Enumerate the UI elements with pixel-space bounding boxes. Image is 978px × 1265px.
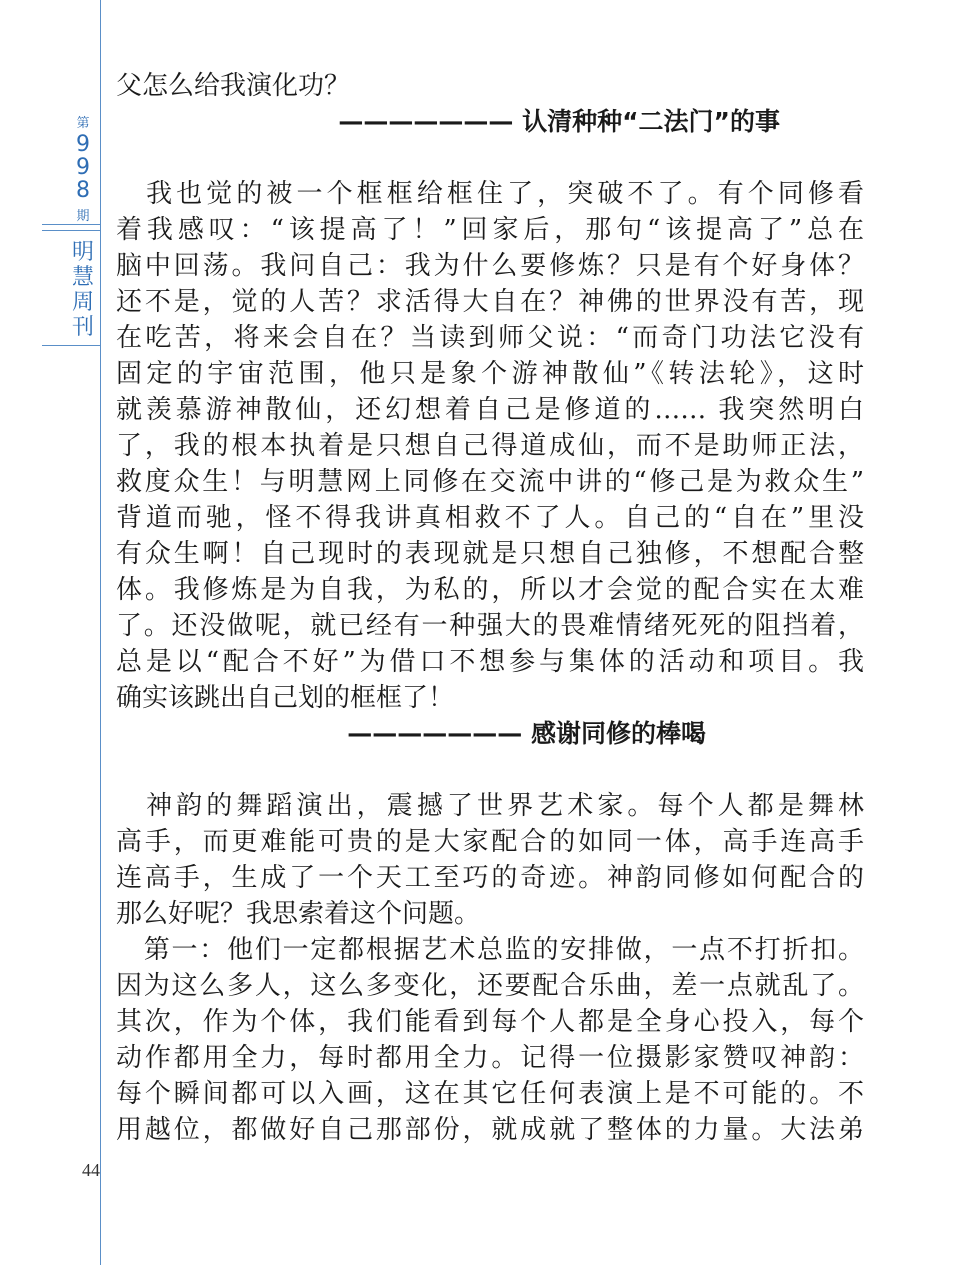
text-line: 脑中回荡。我问自己：我为什么要修炼？只是有个好身体？ bbox=[116, 251, 864, 281]
text-line: 神韵的舞蹈演出，震撼了世界艺术家。每个人都是舞林 bbox=[116, 791, 864, 821]
blank-line bbox=[116, 140, 864, 176]
text-line: 了，我的根本执着是只想自己得道成仙，而不是助师正法， bbox=[116, 431, 864, 461]
text-line: 还不是，觉的人苦？求活得大自在？神佛的世界没有苦，现 bbox=[116, 287, 864, 317]
paragraph bbox=[116, 176, 864, 716]
text-line: 父怎么给我演化功？ bbox=[116, 71, 351, 101]
issue-suffix: 期 bbox=[76, 209, 90, 224]
issue-prefix: 第 bbox=[76, 116, 90, 131]
text-line: 有众生啊！自己现时的表现就是只想自己独修，不想配合整 bbox=[116, 539, 864, 569]
text-line: 其次，作为个体，我们能看到每个人都是全身心投入，每个 bbox=[116, 1007, 864, 1037]
issue-digit: 9 bbox=[76, 132, 90, 157]
section-heading: ——————— 感谢同修的棒喝 bbox=[347, 719, 706, 748]
text-line: 确实该跳出自己划的框框了！ bbox=[116, 683, 455, 713]
margin-rule bbox=[100, 0, 101, 1265]
text-line: 着我感叹：“该提高了！”回家后，那句“该提高了”总在 bbox=[116, 215, 864, 245]
issue-digit: 8 bbox=[76, 178, 90, 203]
magazine-name bbox=[68, 240, 98, 340]
page-number: 44 bbox=[82, 1160, 100, 1180]
magazine-name-char: 刊 bbox=[71, 315, 94, 340]
text-line: 那么好呢？我思索着这个问题。 bbox=[116, 899, 481, 929]
text-line: 因为这么多人，这么多变化，还要配合乐曲，差一点就乱了。 bbox=[116, 971, 864, 1001]
text-line: 连高手，生成了一个天工至巧的奇迹。神韵同修如何配合的 bbox=[116, 863, 864, 893]
text-line: 我也觉的被一个框框给框住了，突破不了。有个同修看 bbox=[116, 179, 864, 209]
blank-line bbox=[116, 752, 864, 788]
magazine-name-char: 明 bbox=[71, 240, 94, 265]
text-line: 第一：他们一定都根据艺术总监的安排做，一点不打折扣。 bbox=[116, 935, 864, 965]
text-line: 高手，而更难能可贵的是大家配合的如同一体，高手连高手 bbox=[116, 827, 864, 857]
text-line: 就羡慕游神散仙，还幻想着自己是修道的…… 我突然明白 bbox=[116, 395, 864, 425]
text-line: 用越位，都做好自己那部份，就成就了整体的力量。大法弟 bbox=[116, 1115, 864, 1145]
text-line: 背道而驰，怪不得我讲真相救不了人。自己的“自在”里没 bbox=[116, 503, 864, 533]
text-line: 体。我修炼是为自我，为私的，所以才会觉的配合实在太难 bbox=[116, 575, 864, 605]
text-line: 动作都用全力，每时都用全力。记得一位摄影家赞叹神韵： bbox=[116, 1043, 864, 1073]
magazine-name-char: 周 bbox=[71, 290, 94, 315]
issue-separator-bottom bbox=[42, 230, 100, 231]
text-line: 了。还没做呢，就已经有一种强大的畏难情绪死死的阻挡着， bbox=[116, 611, 864, 641]
magazine-name-char: 慧 bbox=[71, 265, 94, 290]
section-heading: ——————— 认清种种“二法门”的事 bbox=[338, 107, 780, 136]
issue-separator-top bbox=[42, 224, 100, 225]
text-line: 救度众生！与明慧网上同修在交流中讲的“修己是为救众生” bbox=[116, 467, 864, 497]
text-line: 每个瞬间都可以入画，这在其它任何表演上是不可能的。不 bbox=[116, 1079, 864, 1109]
text-line: 总是以“配合不好”为借口不想参与集体的活动和项目。我 bbox=[116, 647, 864, 677]
article-body bbox=[116, 68, 864, 1148]
magazine-separator bbox=[42, 345, 100, 346]
text-line: 固定的宇宙范围，他只是象个游神散仙”《转法轮》，这时 bbox=[116, 359, 864, 389]
text-line: 在吃苦，将来会自在？当读到师父说：“而奇门功法它没有 bbox=[116, 323, 864, 353]
issue-digit: 9 bbox=[76, 155, 90, 180]
paragraph bbox=[116, 788, 864, 932]
paragraph bbox=[116, 932, 864, 1148]
